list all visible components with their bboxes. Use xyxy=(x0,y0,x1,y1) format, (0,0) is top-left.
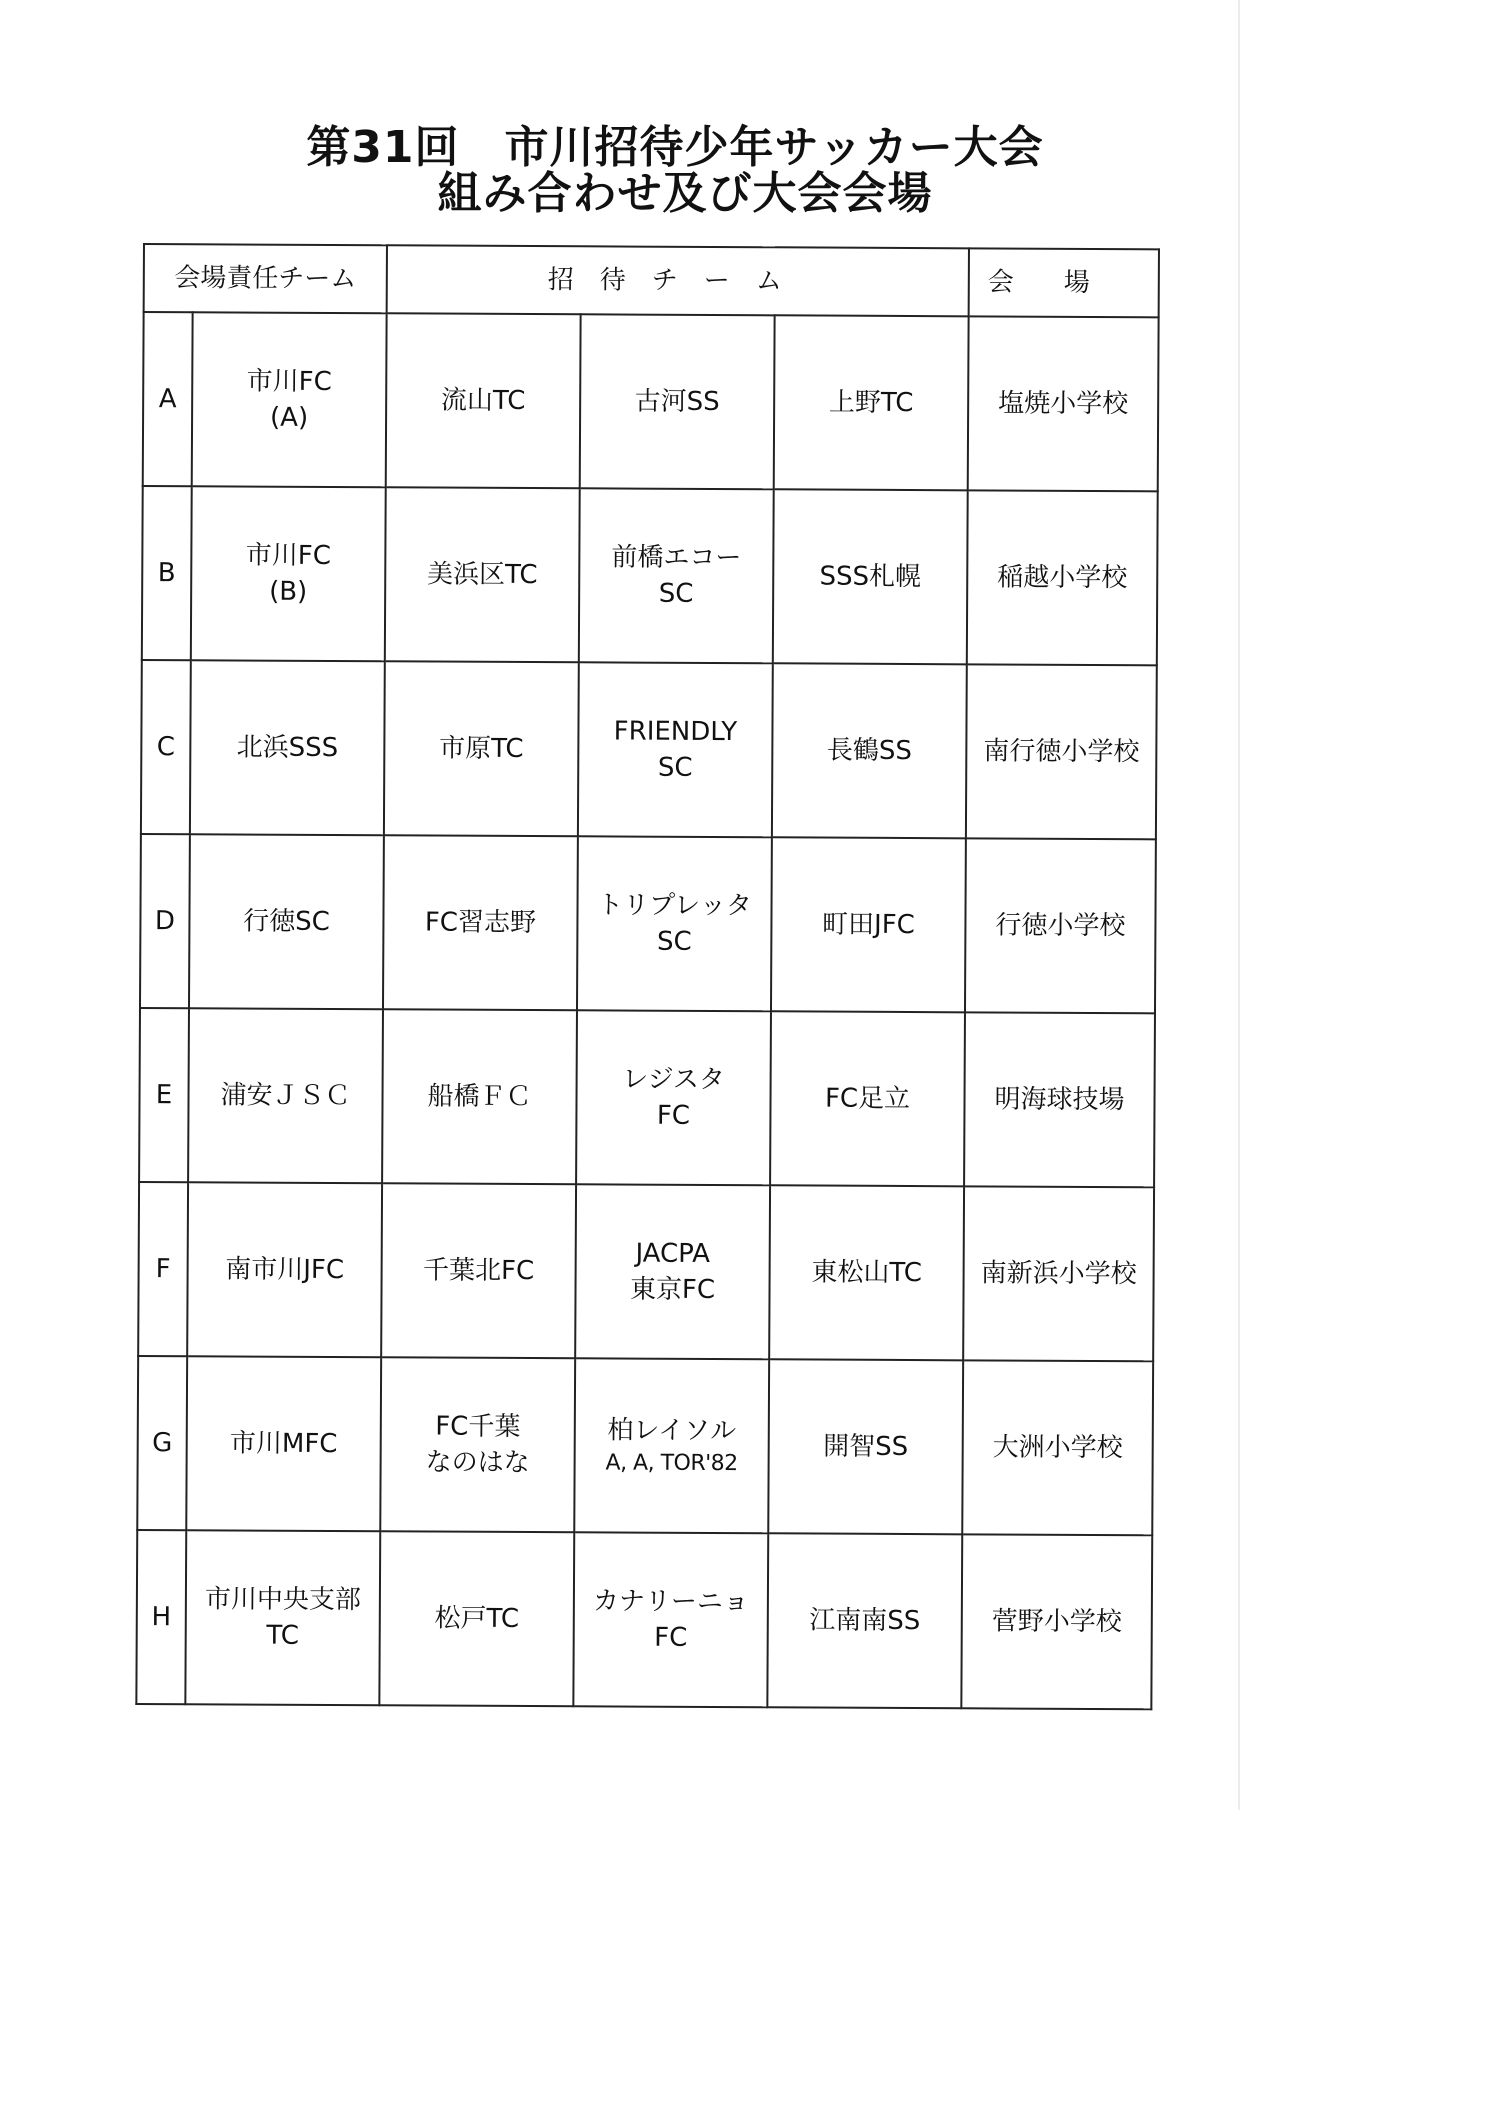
invited-team xyxy=(770,1011,965,1186)
title-line-1: 第31回 市川招待少年サッカー大会 xyxy=(306,122,1044,173)
host-team-line: 市川中央支部 xyxy=(204,1584,361,1616)
host-team xyxy=(186,1356,381,1531)
invited-team-line: SC xyxy=(656,926,692,957)
invited-team-line: 古河SS xyxy=(634,386,720,418)
invited-team-line: 千葉北FC xyxy=(422,1255,535,1287)
group-label: F xyxy=(138,1182,188,1356)
host-team xyxy=(191,486,386,661)
invited-team xyxy=(579,488,774,663)
document-title xyxy=(0,122,1350,219)
invited-team-line: 美浜区TC xyxy=(426,559,538,591)
group-row-c xyxy=(141,660,1157,839)
invited-team xyxy=(382,1009,577,1184)
invited-team-line: 江南南SS xyxy=(809,1605,921,1637)
invited-team xyxy=(772,663,967,838)
invited-team-line: 長鶴SS xyxy=(826,735,912,767)
group-row-b xyxy=(142,486,1158,665)
invited-team xyxy=(578,662,773,837)
invited-team xyxy=(771,837,966,1012)
invited-team-line: FC xyxy=(654,1622,688,1653)
venue-name: 南新浜小学校 xyxy=(963,1186,1154,1361)
venue-name: 南行徳小学校 xyxy=(966,664,1157,839)
invited-team xyxy=(576,1010,771,1185)
group-label: H xyxy=(136,1530,186,1704)
invited-team xyxy=(384,661,579,836)
host-team xyxy=(189,834,384,1009)
host-team xyxy=(187,1182,382,1357)
host-team xyxy=(190,660,385,835)
invited-team-line: レジスタ xyxy=(622,1064,726,1096)
invited-team xyxy=(773,489,968,664)
host-team-line: 市川FC xyxy=(246,366,332,397)
invited-team-line: 東京FC xyxy=(629,1274,716,1306)
draw-table xyxy=(135,243,1160,1710)
venue-name: 大洲小学校 xyxy=(962,1360,1153,1535)
title-line-2: 組み合わせ及び大会会場 xyxy=(437,168,933,219)
invited-team xyxy=(574,1358,769,1533)
invited-team-line: トリプレッタ xyxy=(597,890,752,922)
invited-team-line: FC千葉 xyxy=(435,1411,521,1442)
invited-team-line: 市原TC xyxy=(439,733,524,764)
group-label: G xyxy=(137,1356,187,1530)
venue-name: 菅野小学校 xyxy=(961,1534,1152,1709)
invited-team xyxy=(774,315,969,490)
host-team-line: 市川MFC xyxy=(229,1428,338,1460)
invited-team-line: 柏レイソル xyxy=(607,1415,737,1447)
venue-name: 明海球技場 xyxy=(964,1012,1155,1187)
invited-team-line: FC xyxy=(656,1100,691,1131)
invited-team xyxy=(769,1185,964,1360)
group-row-g xyxy=(137,1356,1153,1535)
venue-name: 塩焼小学校 xyxy=(968,316,1159,491)
invited-team xyxy=(575,1184,770,1359)
invited-team xyxy=(768,1359,963,1534)
invited-team xyxy=(386,313,581,488)
header-venue: 会場 xyxy=(969,248,1159,317)
host-team-line: 行徳SC xyxy=(243,906,330,937)
invited-team-line: FC足立 xyxy=(824,1083,911,1115)
group-row-d xyxy=(140,834,1156,1013)
invited-team-line: 松戸TC xyxy=(434,1603,520,1634)
group-label: A xyxy=(143,312,193,486)
invited-team xyxy=(385,487,580,662)
page-edge-shadow xyxy=(1238,0,1240,1810)
invited-team xyxy=(383,835,578,1010)
host-team-line: 浦安ＪＳＣ xyxy=(220,1080,351,1112)
header-row xyxy=(144,244,1159,317)
invited-team-line: 開智SS xyxy=(823,1431,909,1463)
host-team-line: TC xyxy=(266,1620,300,1651)
invited-team xyxy=(381,1183,576,1358)
venue-name: 行徳小学校 xyxy=(965,838,1156,1013)
invited-team-line: 東松山TC xyxy=(811,1257,922,1289)
header-host-team: 会場責任チーム xyxy=(144,244,387,313)
group-label: D xyxy=(140,834,190,1008)
invited-team-line: JACPA xyxy=(635,1238,711,1269)
invited-team-line: FC習志野 xyxy=(424,907,537,939)
header-invited-teams: 招待チーム xyxy=(387,245,969,316)
invited-team xyxy=(580,314,775,489)
host-team-line: 北浜SSS xyxy=(236,732,339,764)
invited-team xyxy=(577,836,772,1011)
invited-team-line: SC xyxy=(658,578,694,609)
host-team xyxy=(188,1008,383,1183)
group-label: B xyxy=(142,486,192,660)
invited-team-line: なのはな xyxy=(425,1447,530,1479)
group-label: E xyxy=(139,1008,189,1182)
host-team-line: (B) xyxy=(269,576,308,607)
group-row-e xyxy=(139,1008,1155,1187)
invited-team-line: 前橋エコー xyxy=(611,542,742,574)
invited-team xyxy=(573,1532,768,1707)
invited-team-line: カナリーニョ xyxy=(592,1586,749,1618)
group-row-f xyxy=(138,1182,1154,1361)
group-label: C xyxy=(141,660,191,834)
host-team-line: 南市川JFC xyxy=(225,1254,345,1286)
host-team-line: (A) xyxy=(269,402,309,433)
invited-team-line: FRIENDLY xyxy=(613,716,738,748)
invited-team-line: 船橋ＦＣ xyxy=(427,1081,532,1113)
invited-team-line: 流山TC xyxy=(440,385,526,417)
group-row-a xyxy=(143,312,1159,491)
invited-team-line: SC xyxy=(657,752,693,783)
host-team-line: 市川FC xyxy=(245,540,332,571)
invited-team-line: 上野TC xyxy=(828,387,914,419)
invited-team-line: 町田JFC xyxy=(821,909,915,941)
invited-team xyxy=(380,1357,575,1532)
host-team xyxy=(185,1530,380,1705)
invited-team xyxy=(379,1531,574,1706)
group-row-h xyxy=(136,1530,1152,1709)
host-team xyxy=(192,312,387,487)
invited-team xyxy=(767,1533,962,1708)
invited-team-line: SSS札幌 xyxy=(819,561,922,593)
venue-name: 稲越小学校 xyxy=(967,490,1158,665)
invited-team-line: A, A, TOR'82 xyxy=(605,1450,738,1477)
